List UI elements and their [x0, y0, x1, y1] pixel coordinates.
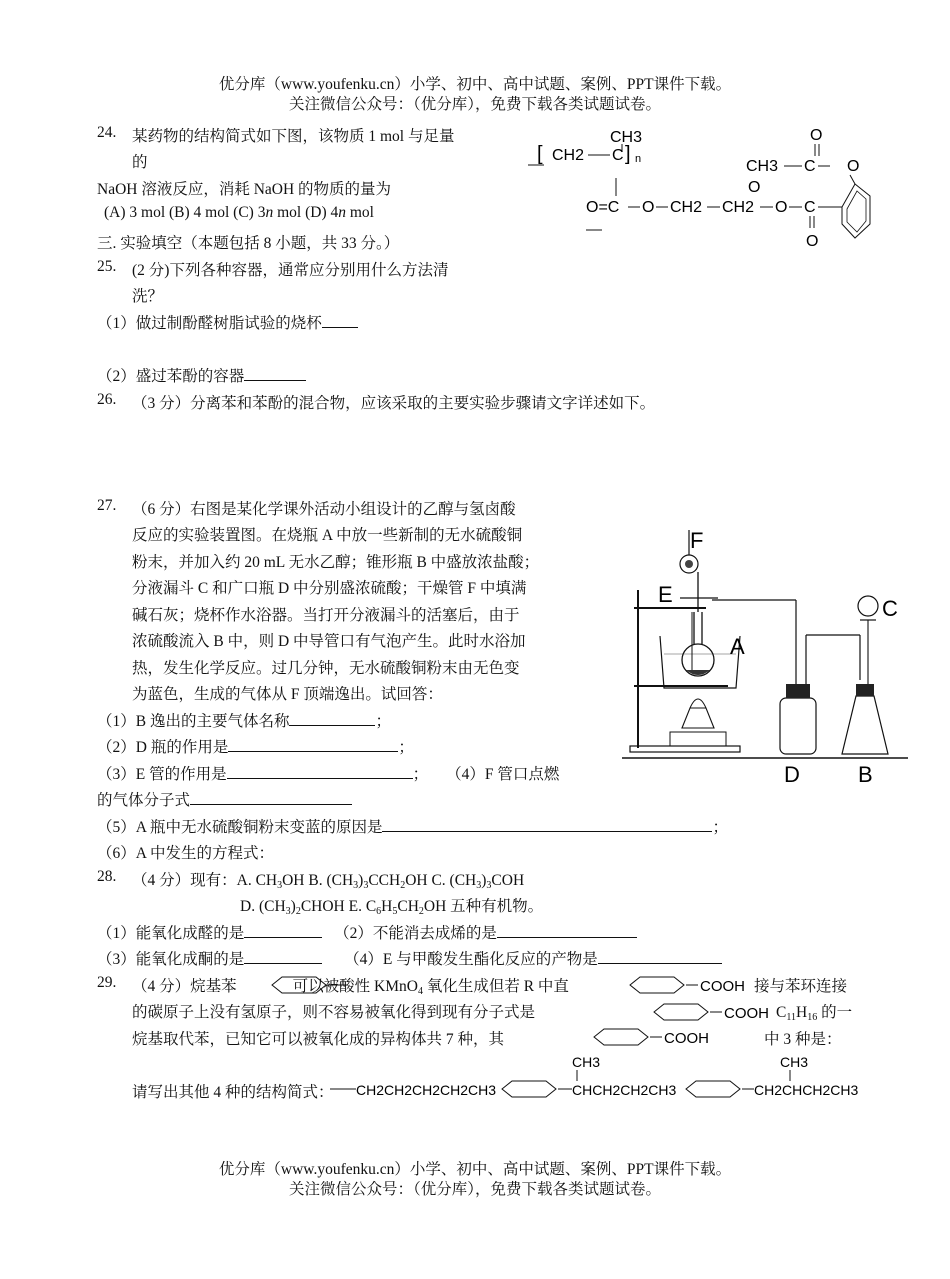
- alkylbenzene-ring: [270, 974, 350, 996]
- structure-24-diagram: [520, 120, 880, 255]
- question-text: （4 分）烷基苯 可以被酸性 KMnO$_4$ 氧化生成但若 R 中直: [132, 978, 569, 997]
- cooh-label: COOH: [724, 1005, 769, 1022]
- answer-blank[interactable]: [244, 923, 322, 938]
- question-text: 的: [132, 154, 148, 171]
- q27-sub-2: （2）D 瓶的作用是 ；: [97, 739, 414, 756]
- answer-blank[interactable]: [598, 949, 722, 964]
- question-number: 25.: [97, 258, 117, 275]
- bracket-left: [: [537, 143, 543, 165]
- chain-ch2-b: CH2: [722, 199, 755, 216]
- question-text: 的碳原子上没有氢原子，则不容易被氧化得到现有分子式是: [132, 1004, 536, 1021]
- q27-sub-3: （3）E 管的作用是 ； （4）F 管口点燃: [97, 766, 560, 783]
- q25-sub-2: （2）盛过苯酚的容器: [97, 364, 306, 386]
- q27-sub-5: （5）A 瓶中无水硫酸铜粉末变蓝的原因是 ；: [97, 819, 728, 836]
- section-3-title: 三. 实验填空（本题包括 8 小题，共 33 分。）: [97, 235, 400, 252]
- question-text: 某药物的结构简式如下图，该物质 1 mol 与足量: [132, 128, 455, 145]
- answer-blank[interactable]: [497, 923, 637, 938]
- chain-o-eq-c: O=C: [586, 199, 620, 216]
- label-f: F: [690, 528, 704, 553]
- question-number: 24.: [97, 124, 117, 141]
- question-text: 接与苯环连接: [754, 978, 848, 995]
- chain-c: C: [804, 199, 816, 216]
- bracket-right: ]: [625, 143, 631, 165]
- chain-o: O: [642, 199, 655, 216]
- question-text: 为蓝色，生成的气体从 F 顶端逸出。试回答：: [132, 686, 443, 703]
- label-a: A: [730, 634, 745, 659]
- answer-blank[interactable]: [382, 817, 712, 832]
- ester-o: O: [748, 179, 761, 196]
- question-number: 27.: [97, 497, 117, 514]
- answer-blank[interactable]: [244, 949, 322, 964]
- isomer-3-ch3: CH3: [780, 1054, 809, 1070]
- q28-sub-1-2: （1）能氧化成醛的是 （2）不能消去成烯的是: [97, 921, 637, 943]
- footer-line-1: 优分库（www.youfenku.cn）小学、初中、高中试题、案例、PPT课件下载。: [218, 1161, 732, 1178]
- c-label: C: [612, 147, 624, 164]
- q25-sub-1: （1）做过制酚醛树脂试验的烧杯: [97, 311, 358, 333]
- answer-blank[interactable]: [322, 313, 358, 328]
- benzoic-acid-structure-3: [592, 1026, 709, 1048]
- question-text: 中 3 种是：: [764, 1031, 842, 1048]
- question-text: （3 分）分离苯和苯酚的混合物，应该采取的主要实验步骤请文字详述如下。: [132, 395, 656, 412]
- cooh-label: COOH: [700, 978, 745, 995]
- acetyl-o-top: O: [810, 127, 823, 144]
- question-text: NaOH 溶液反应，消耗 NaOH 的物质的量为: [97, 181, 392, 198]
- q27-sub-4: 的气体分子式: [97, 788, 352, 810]
- option-c: (C) 3n mol: [233, 204, 302, 221]
- header-line-1: 优分库（www.youfenku.cn）小学、初中、高中试题、案例、PPT课件下载。: [218, 76, 732, 93]
- acetyl-ch3: CH3: [746, 158, 779, 175]
- question-text: $C_{11}H_{16}$ 的一: [776, 1004, 853, 1023]
- question-number: 26.: [97, 391, 117, 408]
- isomer-1: CH2CH2CH2CH2CH3: [356, 1082, 497, 1098]
- ch3-top-label: CH3: [610, 129, 643, 146]
- option-d: (D) 4n mol: [305, 204, 374, 221]
- question-text: (2 分)下列各种容器，通常应分别用什么方法清: [132, 262, 449, 279]
- answer-blank[interactable]: [244, 366, 306, 381]
- answer-blank[interactable]: [289, 711, 375, 726]
- chain-o2: O: [775, 199, 788, 216]
- question-text: 碱石灰；烧杯作水浴器。当打开分液漏斗的活塞后，由于: [132, 607, 520, 624]
- answer-blank[interactable]: [190, 790, 352, 805]
- acetyl-c: C: [804, 158, 816, 175]
- isomer-3: CH2CHCH2CH3: [754, 1082, 859, 1098]
- isomer-2: CHCH2CH2CH3: [572, 1082, 677, 1098]
- question-text: （6 分）右图是某化学课外活动小组设计的乙醇与氢卤酸: [132, 501, 516, 518]
- benzoic-acid-structure-1: [628, 974, 745, 996]
- q27-sub-6: （6）A 中发生的方程式：: [97, 845, 274, 862]
- q28-sub-3-4: （3）能氧化成酮的是 （4）E 与甲酸发生酯化反应的产物是: [97, 947, 722, 969]
- question-text: 请写出其他 4 种的结构简式：: [132, 1084, 334, 1101]
- chain-ch2-a: CH2: [670, 199, 703, 216]
- answer-blank[interactable]: [227, 764, 413, 779]
- label-d: D: [784, 762, 800, 787]
- question-text: 反应的实验装置图。在烧瓶 A 中放一些新制的无水硫酸铜: [132, 527, 523, 544]
- q27-sub-1: （1）B 逸出的主要气体名称 ；: [97, 713, 391, 730]
- footer-line-2: 关注微信公众号：（优分库），免费下载各类试题试卷。: [288, 1181, 661, 1198]
- header-line-2: 关注微信公众号：（优分库），免费下载各类试题试卷。: [288, 96, 661, 113]
- benzoic-acid-structure-2: [652, 1001, 769, 1023]
- question-number: 29.: [97, 974, 117, 991]
- question-number: 28.: [97, 868, 117, 885]
- ch2-label: CH2: [552, 147, 585, 164]
- label-b: B: [858, 762, 873, 787]
- given-isomers: [300, 1052, 870, 1106]
- question-text: 分液漏斗 C 和广口瓶 D 中分别盛浓硫酸；干燥管 F 中填满: [132, 580, 527, 597]
- question-text: （4 分）现有：A. $CH_3OH$ B. $(CH_3)_3CCH_2OH$ C. $(CH_3)_3COH$: [132, 872, 525, 891]
- label-e: E: [658, 582, 673, 607]
- acetyl-o: O: [847, 158, 860, 175]
- polymer-n: n: [635, 153, 642, 165]
- question-text: 烷基取代苯，已知它可以被氧化成的异构体共 7 种，其: [132, 1031, 505, 1048]
- option-b: (B) 4 mol: [169, 204, 230, 221]
- answer-options: [104, 204, 374, 222]
- question-text: 热，发生化学反应。过几分钟，无水硫酸铜粉末由无色变: [132, 660, 520, 677]
- question-text: 粉末，并加入约 20 mL 无水乙醇；锥形瓶 B 中盛放浓盐酸；: [132, 554, 540, 571]
- label-c: C: [882, 596, 898, 621]
- apparatus-diagram: [620, 520, 910, 790]
- isomer-2-ch3: CH3: [572, 1054, 601, 1070]
- question-text: 洗？: [132, 288, 164, 305]
- cooh-label: COOH: [664, 1030, 709, 1047]
- answer-blank[interactable]: [228, 737, 398, 752]
- bottom-o: O: [806, 233, 819, 250]
- question-text: 浓硫酸流入 B 中，则 D 中导管口有气泡产生。此时水浴加: [132, 633, 526, 650]
- question-text: D. $(CH_3)_2CHOH$ E. $C_6H_5CH_2OH$ 五种有机物。: [240, 898, 544, 917]
- option-a: (A) 3 mol: [104, 204, 166, 221]
